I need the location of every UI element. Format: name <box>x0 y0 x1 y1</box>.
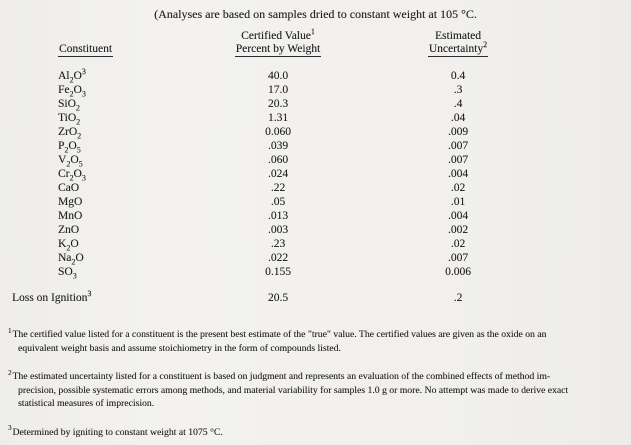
constituent-cell: $SO_3$ <box>58 266 77 281</box>
constituent-cell: Loss on Ignition$^3$ <box>12 289 92 304</box>
uncertainty-cell: 0.006 <box>445 266 471 278</box>
footnotes <box>0 328 631 439</box>
constituent-cell: TiO$_2$ <box>58 112 81 127</box>
table-row <box>0 111 631 125</box>
column-header-constituent-label: Constituent <box>59 43 113 55</box>
footnote-marker: 3 <box>8 424 12 433</box>
footnote-1 <box>8 328 631 355</box>
footnote-line: $^3$Determined by igniting to constant weight at 1075 °C. <box>8 424 223 438</box>
certified-value-cell: .022 <box>267 252 289 264</box>
table-body <box>0 69 631 279</box>
constituent-cell: CaO <box>58 182 80 194</box>
table-row <box>0 265 631 279</box>
uncertainty-cell: .3 <box>453 84 463 96</box>
constituent-cell: MnO <box>58 210 83 222</box>
constituent-cell: $P_2O_5$ <box>58 140 81 155</box>
footnote-3 <box>8 426 631 440</box>
footnote-line: equivalent weight basis and assume stoichiometry in the form of compounds listed. <box>18 342 341 354</box>
certified-value-cell: .013 <box>267 210 289 222</box>
uncertainty-cell: .007 <box>447 154 469 166</box>
certified-value-cell: 0.155 <box>265 266 291 278</box>
table-row <box>0 69 631 83</box>
uncertainty-cell: .02 <box>450 182 466 194</box>
uncertainty-cell: .02 <box>450 238 466 250</box>
constituent-cell: ZnO <box>58 224 80 236</box>
uncertainty-cell: 0.4 <box>450 70 466 82</box>
uncertainty-cell: .007 <box>447 140 469 152</box>
certified-value-cell: 1.31 <box>267 112 289 124</box>
certified-value-cell: .024 <box>267 168 289 180</box>
constituent-cell: MgO <box>58 196 83 208</box>
column-header-uncertainty-line1: Estimated <box>435 30 481 42</box>
uncertainty-cell: .009 <box>447 126 469 138</box>
table-row <box>0 195 631 209</box>
loss-on-ignition-row <box>0 291 631 306</box>
constituent-cell: $Cr_2O_3$ <box>58 168 86 183</box>
constituent-cell: $V_2O_5$ <box>58 154 83 169</box>
uncertainty-cell: .007 <box>447 252 469 264</box>
certified-value-cell: 20.5 <box>267 292 289 304</box>
uncertainty-cell: .2 <box>453 292 463 304</box>
uncertainty-cell: .004 <box>447 210 469 222</box>
certified-value-cell: 40.0 <box>267 70 289 82</box>
uncertainty-cell: .01 <box>450 196 466 208</box>
table-row <box>0 223 631 237</box>
footnote-line: statistical measures of imprecision. <box>18 398 155 409</box>
constituent-cell: $Na_2O$ <box>58 252 84 267</box>
table-row <box>0 167 631 181</box>
column-header-certified-value-line1: Certified Value$^1$ <box>241 27 315 42</box>
footnote-line: precision, possible systematic errors among methods, and material variability for samples 1.0 g or more. No attempt was made to derive exact <box>18 384 569 396</box>
certified-value-cell: .003 <box>267 224 289 236</box>
uncertainty-cell: .002 <box>447 224 469 236</box>
table-row <box>0 83 631 97</box>
uncertainty-cell: .04 <box>450 112 466 124</box>
table-row <box>0 237 631 251</box>
table-row <box>0 139 631 153</box>
uncertainty-cell: .004 <box>447 168 469 180</box>
certified-value-cell: .22 <box>270 182 286 194</box>
constituent-cell: ZrO$_2$ <box>58 126 82 141</box>
certified-value-cell: .23 <box>270 238 286 250</box>
certified-value-cell: .05 <box>270 196 286 208</box>
certified-value-cell: .039 <box>267 140 289 152</box>
constituent-cell: $Fe_2O_3$ <box>58 84 86 99</box>
table-row <box>0 181 631 195</box>
table-row <box>0 251 631 265</box>
footnote-2 <box>8 370 631 411</box>
uncertainty-cell: .4 <box>453 98 463 110</box>
column-header-constituent <box>58 30 193 57</box>
table-row <box>0 209 631 223</box>
certified-value-cell: 17.0 <box>267 84 289 96</box>
certified-value-cell: .060 <box>267 154 289 166</box>
footnote-line: $^2$The estimated uncertainty listed for a constituent is based on judgment and represents an evaluation of the combined effects of method im- <box>8 368 551 382</box>
column-header-certified-value-line2: Percent by Weight <box>235 43 321 55</box>
certified-value-cell: 20.3 <box>267 98 289 110</box>
footnote-marker: 2 <box>8 368 12 377</box>
column-header-certified-value <box>193 27 363 57</box>
constituent-cell: $K_2O$ <box>58 238 79 253</box>
footnote-marker: 1 <box>8 326 12 335</box>
table-row <box>0 125 631 139</box>
column-header-uncertainty-line2: Uncertainty$^2$ <box>428 40 488 55</box>
table-row <box>0 97 631 111</box>
column-header-uncertainty <box>363 30 553 57</box>
footnote-line: $^1$The certified value listed for a constituent is the present best estimate of the "true" value. The certified values are given as the oxide on an <box>8 326 547 340</box>
table-row <box>0 153 631 167</box>
table-caption: (Analyses are based on samples dried to constant weight at 105 °C. <box>154 7 477 21</box>
constituent-cell: SiO$_2$ <box>58 98 80 113</box>
constituent-cell: $Al_2O^3$ <box>58 67 86 85</box>
table-header <box>0 27 631 57</box>
certified-value-cell: 0.060 <box>265 126 291 138</box>
